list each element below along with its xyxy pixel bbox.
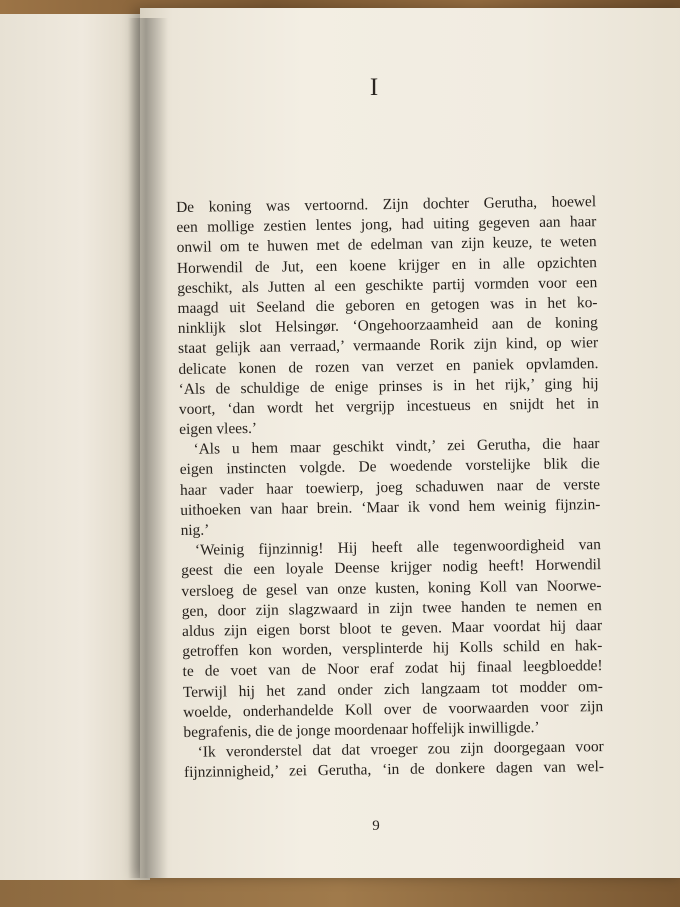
text-line: onwil om te huwen met de edelman van zijn keuze, te weten bbox=[176, 233, 597, 257]
text-line: een mollige zestien lentes jong, had uiting gegeven aan haar bbox=[176, 213, 597, 237]
text-line: delicate konen de rozen van verzet en paniek opvlamden. bbox=[178, 354, 599, 378]
text-line: ‘Weinig fijnzinnig! Hij heeft alle tegenwoordigheid van bbox=[194, 536, 602, 559]
text-line: Horwendil de Jut, een koene krijger en in alle opzichten bbox=[176, 253, 598, 277]
text-line: nig.’ bbox=[180, 521, 210, 539]
text-line: begrafenis, die de jonge moordenaar hoffelijk inwilligde.’ bbox=[183, 718, 540, 741]
text-line: ‘Als u hem maar geschikt vindt,’ zei Gerutha, die haar bbox=[193, 435, 600, 459]
text-line: Terwijl hij het zand onder zich langzaam tot modder om- bbox=[182, 677, 603, 701]
text-line: gen, door zijn slagzwaard in zijn twee handen te nemen en bbox=[181, 596, 602, 620]
text-line: eigen instincten volgde. De woedende vorstelijke blik die bbox=[179, 455, 600, 479]
chapter-heading: I bbox=[369, 74, 379, 101]
text-line: haar vader haar toewierp, joeg schaduwen naar de verste bbox=[179, 475, 601, 499]
book-gutter-shadow bbox=[128, 18, 168, 878]
page-number: 9 bbox=[372, 818, 380, 834]
text-line: ‘Ik veronderstel dat dat vroeger zou zijn doorgegaan voor bbox=[197, 738, 604, 761]
text-line: maagd uit Seeland die geboren en getogen was in het ko- bbox=[177, 294, 598, 317]
text-line: ‘Als de schuldige de enige prinses is in het rijk,’ ging hij bbox=[178, 374, 599, 398]
text-line: woelde, onderhandelde Koll over de voorwaarden voor zijn bbox=[183, 697, 604, 721]
text-line: staat gelijk aan verraad,’ vermaande Rorik zijn kind, op wier bbox=[177, 334, 599, 358]
text-line: uithoeken van haar brein. ‘Maar ik vond hem weinig fijnzin- bbox=[180, 495, 601, 519]
text-line: getroffen kon worden, versplinterde hij Kolls schild en hak- bbox=[182, 637, 603, 661]
text-line: versloeg de gesel van onze kusten, koning Koll van Noorwe- bbox=[181, 576, 602, 600]
text-line: aldus zijn eigen borst bloot te geven. Maar voordat hij daar bbox=[181, 617, 603, 640]
text-line: De koning was vertoornd. Zijn dochter Gerutha, hoewel bbox=[176, 193, 597, 216]
text-line: fijnzinnigheid,’ zei Gerutha, ‘in de donkere dagen van wel- bbox=[183, 758, 605, 782]
text-line: voort, ‘dan wordt het vergrijp incestueus en snijdt het in bbox=[178, 394, 600, 418]
body-text bbox=[176, 192, 604, 783]
text-line: geschikt, als Jutten al een geschikte partij vormden voor een bbox=[177, 273, 598, 297]
text-line: te de voet van de Noor eraf zodat hij finaal leegbloedde! bbox=[182, 657, 603, 681]
text-line: eigen vlees.’ bbox=[179, 419, 258, 439]
text-line: geest die een loyale Deense krijger nodig heeft! Horwendil bbox=[181, 556, 602, 580]
text-line: ninklijk slot Helsingør. ‘Ongehoorzaamheid aan de koning bbox=[177, 314, 598, 338]
